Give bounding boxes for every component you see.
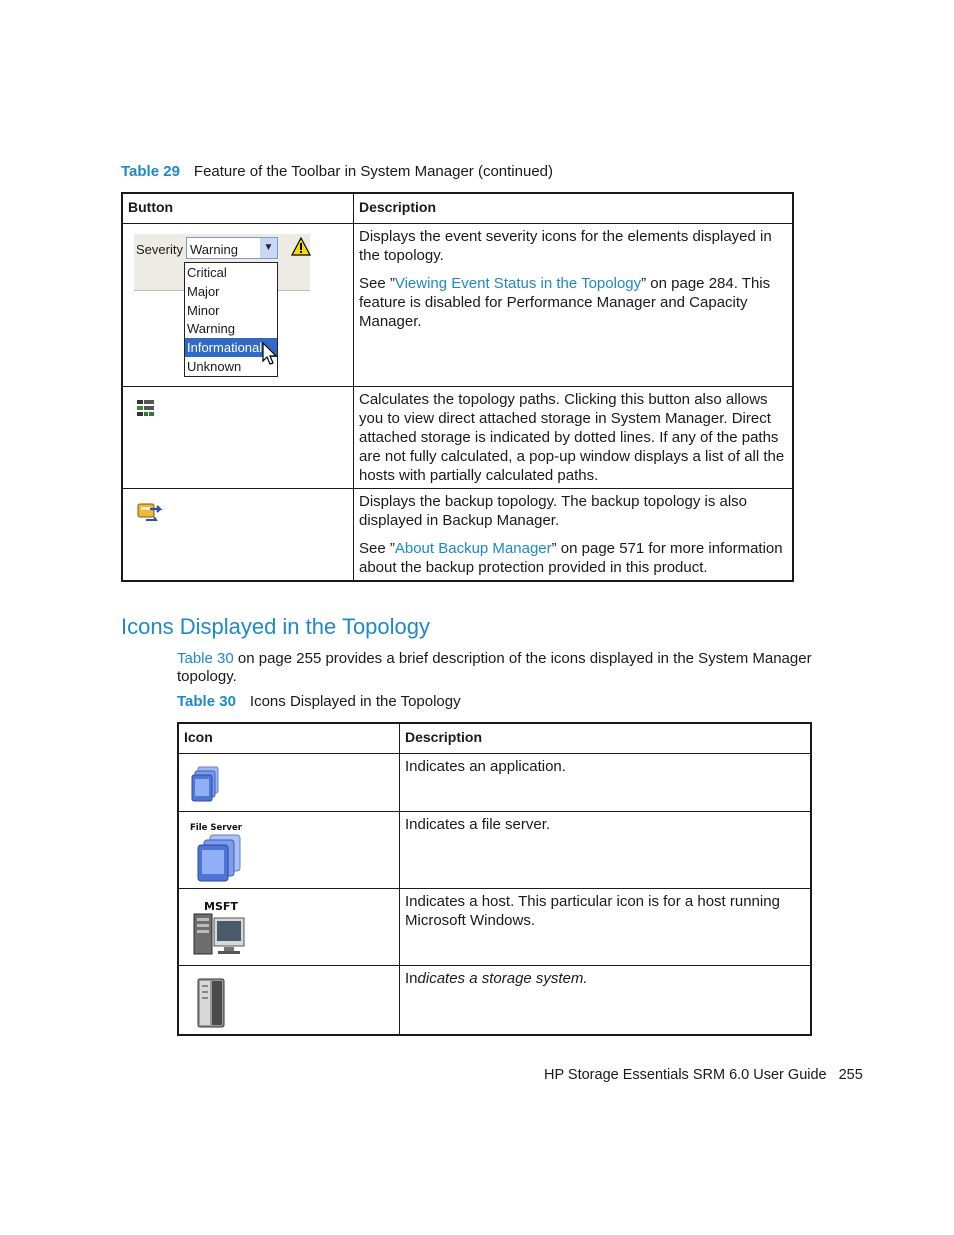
table-row: [122, 224, 793, 387]
file-server-icon-label: File Server: [190, 823, 242, 833]
table-row: [122, 387, 793, 489]
icon-cell: [178, 754, 400, 812]
description-cell: [400, 812, 812, 889]
description-cell: [400, 754, 812, 812]
table-label: Table 30: [177, 693, 236, 710]
description-text: Displays the backup topology. The backup topology is also displayed in Backup Manager.: [359, 493, 748, 529]
icon-cell: [178, 889, 400, 966]
viewing-event-status-link[interactable]: Viewing Event Status in the Topology: [394, 275, 642, 292]
table-29-caption: [121, 163, 553, 181]
host-icon-label: MSFT: [204, 900, 238, 913]
description-cell: [354, 224, 794, 387]
section-heading: Icons Displayed in the Topology: [121, 614, 431, 639]
table-row: [178, 754, 811, 812]
severity-widget-cell: [122, 224, 354, 387]
table-caption-text: Icons Displayed in the Topology: [249, 693, 461, 710]
description-cell: [354, 489, 794, 582]
icon-cell: [122, 489, 354, 582]
description-text: Displays the event severity icons for the elements displayed in the topology.: [359, 228, 772, 264]
toolbar-features-table: [121, 192, 794, 582]
severity-option[interactable]: Minor: [187, 302, 220, 318]
severity-option-selected[interactable]: Informational: [185, 338, 277, 357]
icon-cell: [178, 966, 400, 1036]
section-intro: Table 30 on page 255 provides a brief description of the icons displayed in the System Manager topology.: [177, 650, 812, 685]
table-30-caption: [177, 693, 461, 711]
header-icon: Icon: [178, 723, 400, 754]
page-number: 255: [838, 1067, 863, 1083]
table-row: [178, 889, 811, 966]
chevron-down-icon[interactable]: ▼: [260, 238, 277, 258]
severity-option[interactable]: Unknown: [187, 358, 242, 374]
table-row: [178, 812, 811, 889]
severity-option[interactable]: Major: [187, 283, 220, 299]
severity-dropdown[interactable]: [186, 237, 278, 259]
table-30-link[interactable]: Table 30: [177, 650, 234, 667]
header-description: Description: [400, 723, 812, 754]
see-also-text: See ”About Backup Manager” on page 571 for more information about the backup protection provided in this product.: [359, 540, 783, 576]
application-icon: [188, 763, 224, 803]
description-cell: [354, 387, 794, 489]
table-label: Table 29: [121, 163, 180, 180]
table-header-row: [122, 193, 793, 224]
header-description: Description: [354, 193, 794, 224]
calculate-paths-icon: [136, 398, 156, 418]
windows-host-icon: [188, 898, 252, 962]
table-row: [178, 966, 811, 1036]
description-text: Indicates an application.: [405, 758, 566, 775]
warning-icon: [291, 237, 311, 256]
table-header-row: [178, 723, 811, 754]
header-button: Button: [122, 193, 354, 224]
description-text: Indicates a storage system.: [405, 970, 588, 987]
severity-widget: [134, 234, 314, 379]
table-caption-text: Feature of the Toolbar in System Manager (continued): [193, 163, 554, 180]
severity-option[interactable]: Warning: [187, 321, 235, 337]
topology-icons-table: [177, 722, 812, 1036]
page-footer: [544, 1067, 863, 1083]
see-also-text: See ”Viewing Event Status in the Topology” on page 284. This feature is disabled for Performance Manager and Capacity Manager.: [359, 275, 771, 330]
description-cell: [400, 966, 812, 1036]
severity-label: Severity: [136, 242, 183, 257]
table-row: [122, 489, 793, 582]
icon-cell: [178, 812, 400, 889]
file-server-icon: [188, 821, 252, 885]
description-text: Indicates a host. This particular icon is for a host running Microsoft Windows.: [405, 893, 780, 929]
severity-option[interactable]: Critical: [187, 265, 227, 280]
description-text: Indicates a file server.: [405, 816, 551, 833]
backup-topology-icon: [136, 500, 164, 524]
severity-selected-value: Warning: [190, 242, 238, 257]
description-cell: [400, 889, 812, 966]
about-backup-manager-link[interactable]: About Backup Manager: [394, 540, 552, 557]
description-text: Calculates the topology paths. Clicking this button also allows you to view direct attached storage in System Manager. Direct attached storage is indicated by dotted lines. If any of the paths are not fully calculated, a pop-up window displays a list of all the hosts with partially calculated paths.: [359, 391, 785, 484]
icon-cell: [122, 387, 354, 489]
storage-system-icon: [188, 975, 236, 1031]
footer-title: HP Storage Essentials SRM 6.0 User Guide: [544, 1067, 827, 1083]
mouse-pointer-icon: [262, 342, 278, 366]
